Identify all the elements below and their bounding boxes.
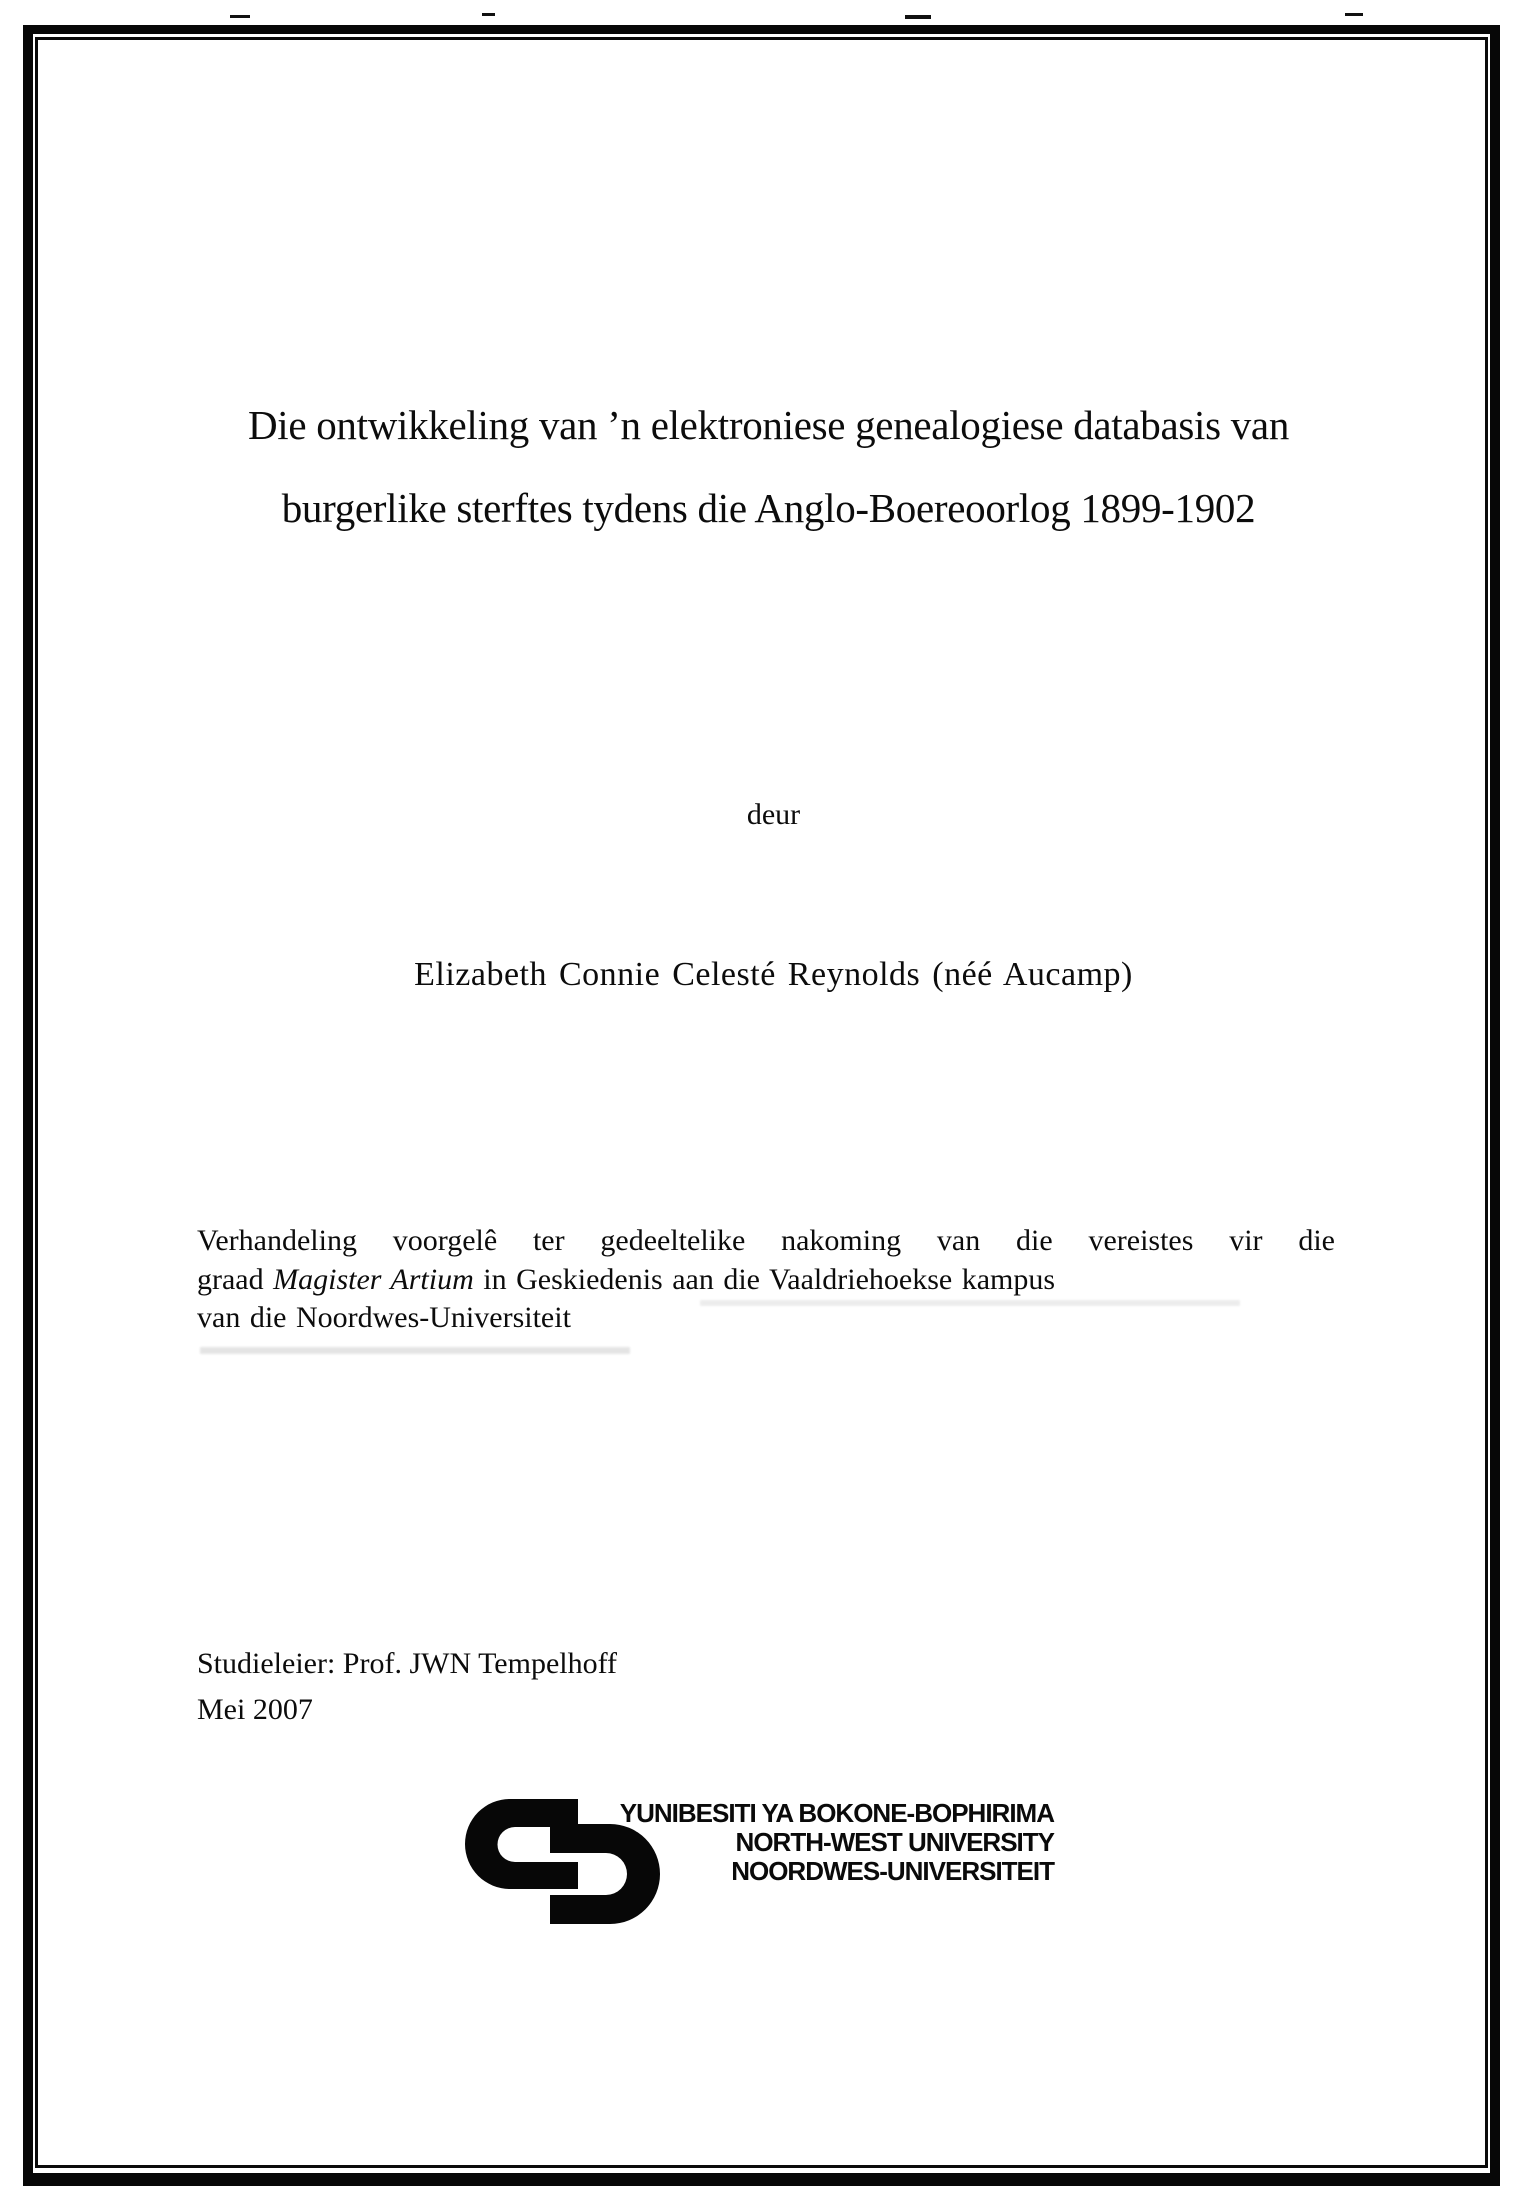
supervisor-block <box>197 1641 617 1733</box>
author-name: Elizabeth Connie Celesté Reynolds (néé Aucamp) <box>414 956 1133 993</box>
scan-artifact <box>230 15 250 18</box>
scan-artifact <box>482 13 495 16</box>
byline-deur: deur <box>746 798 801 831</box>
thesis-title-line2: burgerlike sterftes tydens die Anglo-Boereoorlog 1899-1902 <box>281 485 1256 531</box>
scan-artifact <box>905 15 931 19</box>
thesis-title <box>105 384 1432 550</box>
statement-line2-pre: graad <box>197 1262 274 1296</box>
degree-statement <box>197 1222 1335 1338</box>
logo-text-english: NORTH-WEST UNIVERSITY <box>735 1827 1054 1857</box>
logo-text-setswana: YUNIBESITI YA BOKONE-BOPHIRIMA <box>619 1798 1054 1828</box>
university-logo <box>463 1795 1063 1935</box>
scan-artifact <box>1345 13 1363 16</box>
statement-line1: Verhandeling voorgelê ter gedeeltelike nakoming van die vereistes vir die <box>197 1224 1335 1257</box>
logo-text-afrikaans: NOORDWES-UNIVERSITEIT <box>731 1856 1054 1886</box>
statement-line2-degree-name: Magister Artium <box>273 1262 474 1296</box>
date-line: Mei 2007 <box>197 1693 313 1726</box>
university-logo-text <box>588 1799 1054 1886</box>
statement-line2-post: in Geskiedenis aan die Vaaldriehoekse kampus <box>473 1262 1056 1296</box>
statement-line2 <box>197 1261 1335 1300</box>
scan-artifact <box>700 1300 1240 1306</box>
supervisor-line: Studieleier: Prof. JWN Tempelhoff <box>197 1647 618 1680</box>
statement-line3: van die Noordwes-Universiteit <box>197 1301 571 1334</box>
thesis-title-line1: Die ontwikkeling van ’n elektroniese genealogiese databasis van <box>247 402 1290 448</box>
scan-artifact <box>200 1347 630 1354</box>
